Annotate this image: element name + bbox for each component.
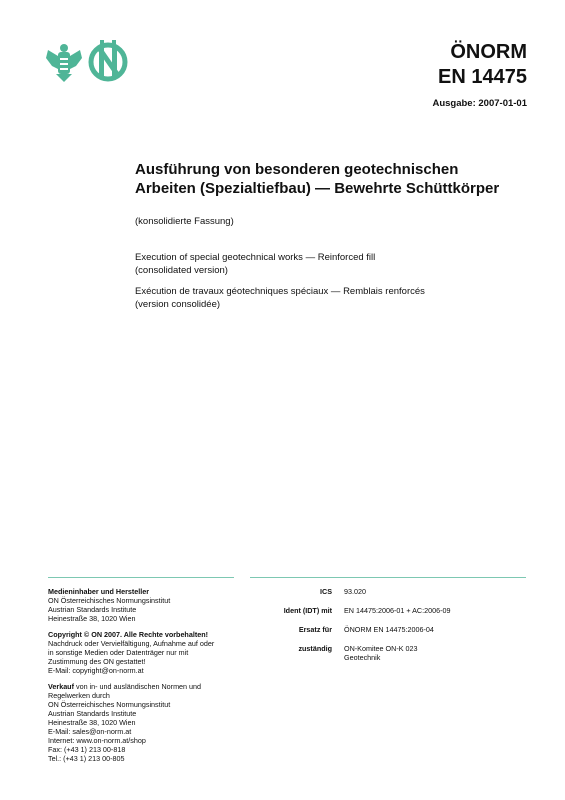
replaces-row <box>250 625 540 634</box>
committee-row <box>250 644 540 662</box>
ics-value: 93.020 <box>344 587 366 596</box>
committee-name: ON-Komitee ON-K 023 <box>344 644 418 653</box>
edition-date: Ausgabe: 2007-01-01 <box>432 98 527 109</box>
sales-line: ON Österreichisches Normungsinstitut <box>48 700 171 709</box>
sales-intro: von in- und ausländischen Normen und <box>73 682 202 691</box>
english-title-line-2: (consolidated version) <box>135 264 228 276</box>
owner-line: Heinestraße 38, 1020 Wien <box>48 614 136 623</box>
ident-row <box>250 606 540 615</box>
title-line-2: Arbeiten (Spezialtiefbau) — Bewehrte Schüttkörper <box>135 180 500 197</box>
sales-email: E-Mail: sales@on-norm.at <box>48 727 132 736</box>
french-title-line-2: (version consolidée) <box>135 298 221 310</box>
document-title <box>135 160 535 198</box>
standard-id: EN 14475 <box>438 66 527 88</box>
imprint <box>48 587 248 770</box>
sales-phone: Tel.: (+43 1) 213 00-805 <box>48 754 125 763</box>
owner-line: Austrian Standards Institute <box>48 605 137 614</box>
consolidated-note: (konsolidierte Fassung) <box>135 216 234 227</box>
replaces-value: ÖNORM EN 14475:2006-04 <box>344 625 434 634</box>
owner-heading: Medieninhaber und Hersteller <box>48 587 150 596</box>
standard-prefix: ÖNORM <box>450 41 527 63</box>
sales-line: Heinestraße 38, 1020 Wien <box>48 718 136 727</box>
owner-block <box>48 587 248 623</box>
sales-block <box>48 682 248 763</box>
french-title <box>135 286 535 311</box>
owner-line: ON Österreichisches Normungsinstitut <box>48 596 171 605</box>
copyright-line: in sonstige Medien oder Datenträger nur mit <box>48 648 189 657</box>
sales-intro-line <box>48 682 248 691</box>
copyright-email: E-Mail: copyright@on-norm.at <box>48 666 144 675</box>
ics-row <box>250 587 540 596</box>
copyright-heading: Copyright © ON 2007. Alle Rechte vorbehalten! <box>48 630 208 639</box>
sales-heading: Verkauf <box>48 682 74 691</box>
committee-subject: Geotechnik <box>344 653 381 662</box>
title-line-1: Ausführung von besonderen geotechnischen <box>135 161 459 178</box>
divider-right <box>250 577 526 578</box>
sales-fax: Fax: (+43 1) 213 00-818 <box>48 745 126 754</box>
committee-label: zuständig <box>298 644 332 653</box>
english-title <box>135 252 535 277</box>
replaces-label: Ersatz für <box>298 625 332 634</box>
standard-number <box>438 40 527 90</box>
ident-label: Ident (IDT) mit <box>283 606 332 615</box>
sales-line: Austrian Standards Institute <box>48 709 137 718</box>
ident-value: EN 14475:2006-01 + AC:2006-09 <box>344 606 451 615</box>
sales-internet: Internet: www.on-norm.at/shop <box>48 736 146 745</box>
committee-value <box>344 644 540 662</box>
sales-line: Regelwerken durch <box>48 691 110 700</box>
on-logo-icon <box>88 40 128 84</box>
divider-left <box>48 577 234 578</box>
english-title-line-1: Execution of special geotechnical works — Reinforced fill <box>135 252 376 263</box>
copyright-line: Nachdruck oder Vervielfältigung, Aufnahme auf oder <box>48 639 215 648</box>
french-title-line-1: Exécution de travaux géotechniques spéciaux — Remblais renforcés <box>135 286 425 297</box>
document-metadata <box>250 587 540 662</box>
on-institute-logo <box>88 40 128 84</box>
copyright-block <box>48 630 248 675</box>
copyright-line: Zustimmung des ON gestattet! <box>48 657 146 666</box>
ics-label: ICS <box>320 587 332 596</box>
